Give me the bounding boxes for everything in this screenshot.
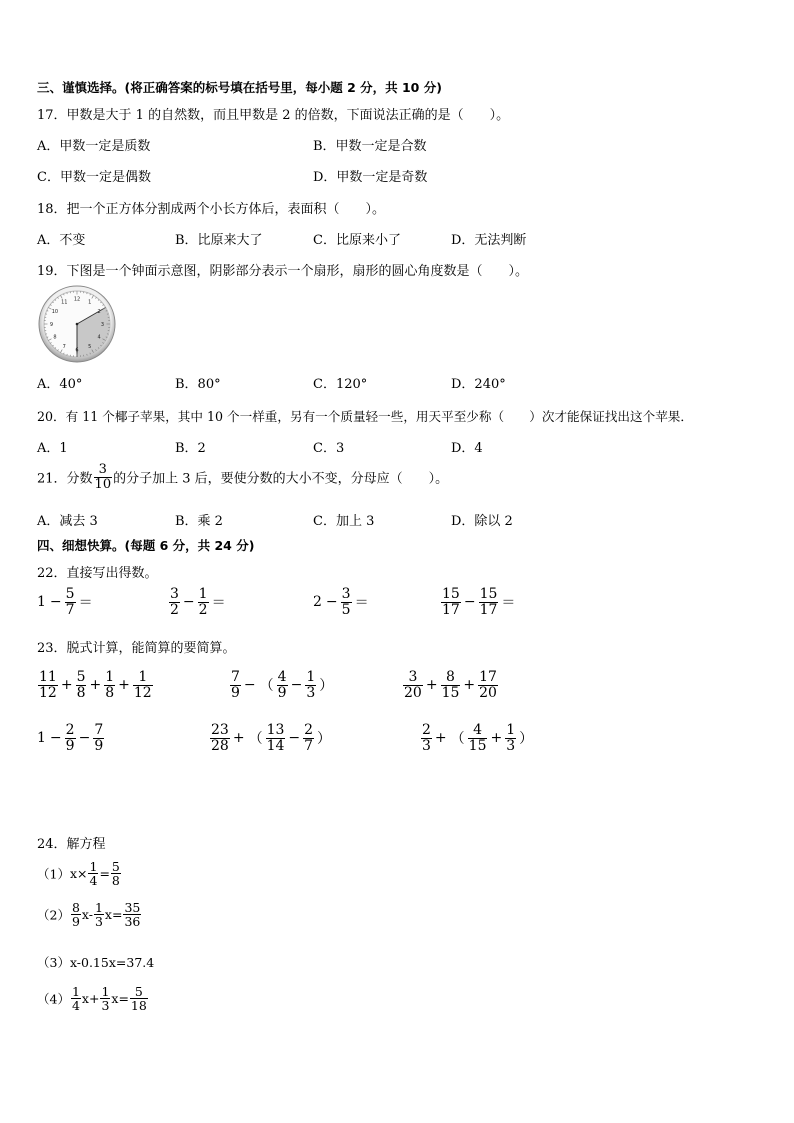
q21-prefix: 21．分数 <box>37 471 93 487</box>
clock-number: 9 <box>49 321 54 328</box>
numerator: 15 <box>442 586 460 602</box>
q22-expr-1 <box>35 587 95 617</box>
clock-number: 5 <box>88 343 92 350</box>
denominator: 2 <box>198 601 208 618</box>
q23-expr-3 <box>402 670 499 700</box>
denominator: 18 <box>130 998 147 1014</box>
fraction <box>94 901 104 928</box>
minus: − <box>78 730 91 747</box>
denominator: 7 <box>65 601 75 618</box>
numerator: 23 <box>211 722 229 738</box>
q22-e2-equals: ＝ <box>211 595 226 612</box>
fraction <box>100 985 110 1012</box>
label: （2） <box>37 907 70 923</box>
left-paren: （ <box>259 678 274 695</box>
q19-option-a: A．40° <box>37 377 83 392</box>
numerator: 5 <box>76 669 86 685</box>
numerator: 13 <box>266 722 285 738</box>
variable: x= <box>104 907 123 923</box>
denominator: 9 <box>231 684 240 701</box>
q22-expr-3 <box>311 587 371 617</box>
q24-equation-2 <box>37 901 142 928</box>
numerator: 17 <box>479 669 497 685</box>
q23-expr-6 <box>420 723 535 753</box>
denominator: 9 <box>71 914 80 930</box>
q17-option-d: D．甲数一定是奇数 <box>313 170 428 185</box>
q22-e1-fraction <box>65 587 76 617</box>
q19-stem: 19．下图是一个钟面示意图，阴影部分表示一个扇形，扇形的圆心角度数是（ ）。 <box>37 264 529 279</box>
left-paren: （ <box>248 731 263 748</box>
q22-stem: 22．直接写出得数。 <box>37 566 158 581</box>
numerator: 15 <box>479 586 498 602</box>
q20-option-d: D．4 <box>451 441 483 456</box>
q22-e3-equals: ＝ <box>354 595 369 612</box>
denominator: 17 <box>479 601 498 618</box>
minus: − <box>49 730 62 747</box>
denominator: 14 <box>266 737 285 754</box>
q17-option-b: B．甲数一定是合数 <box>313 139 427 154</box>
q21-option-b: B．乘 2 <box>175 514 223 529</box>
plus: + <box>60 677 73 694</box>
denominator: 12 <box>133 684 152 701</box>
fraction <box>71 901 81 928</box>
q18-option-b: B．比原来大了 <box>175 233 263 248</box>
denominator: 7 <box>304 737 314 754</box>
numerator: 11 <box>39 669 57 685</box>
fraction <box>88 860 98 887</box>
variable: x+ <box>81 991 100 1007</box>
q20-option-a: A．1 <box>37 441 68 456</box>
right-paren: ） <box>317 731 332 748</box>
fraction <box>123 901 141 928</box>
numerator: 1 <box>71 984 80 999</box>
numerator: 1 <box>198 586 208 602</box>
denominator: 4 <box>71 998 80 1014</box>
fraction <box>210 723 230 753</box>
q22-expr-4 <box>440 587 517 617</box>
q17-option-c: C．甲数一定是偶数 <box>37 170 151 185</box>
label: （4） <box>37 991 70 1007</box>
q22-e4-minus: − <box>463 594 476 611</box>
q24-equation-4 <box>37 985 149 1012</box>
fraction <box>93 723 104 753</box>
q22-expr-2 <box>168 587 228 617</box>
q20-option-b: B．2 <box>175 441 206 456</box>
q22-e3-fraction <box>341 587 352 617</box>
variable: x- <box>81 907 93 923</box>
denominator: 8 <box>111 873 120 889</box>
numerator: 5 <box>111 859 120 874</box>
minus: − <box>288 730 301 747</box>
numerator: 2 <box>304 722 314 738</box>
fraction <box>305 670 316 700</box>
fraction <box>104 670 115 700</box>
denominator: 20 <box>404 684 422 701</box>
q23-expr-1 <box>37 670 154 700</box>
denominator: 20 <box>479 684 497 701</box>
fraction <box>441 670 461 700</box>
numerator: 1 <box>101 984 110 999</box>
denominator: 4 <box>89 873 98 889</box>
plus: + <box>490 730 503 747</box>
fraction <box>505 723 516 753</box>
numerator: 1 <box>133 670 153 686</box>
right-paren: ） <box>319 678 334 695</box>
equals: = <box>99 866 110 882</box>
q18-option-d: D．无法判断 <box>451 233 527 248</box>
numerator: 1 <box>94 900 103 915</box>
numerator: 4 <box>277 669 287 685</box>
q23-expr-2 <box>229 670 335 700</box>
fraction <box>38 670 58 700</box>
clock-number: 2 <box>97 309 101 316</box>
fraction <box>266 723 286 753</box>
numerator: 1 <box>506 722 516 738</box>
denominator: 9 <box>94 737 104 754</box>
q21-stem <box>37 463 448 491</box>
numerator: 4 <box>468 723 488 739</box>
denominator: 15 <box>468 737 487 754</box>
numerator: 5 <box>130 985 148 999</box>
plus: + <box>434 730 447 747</box>
q18-option-a: A．不变 <box>37 233 86 248</box>
q23-stem: 23．脱式计算，能简算的要简算。 <box>37 641 236 656</box>
fraction <box>111 860 121 887</box>
fraction <box>76 670 87 700</box>
q24-equation-3 <box>37 953 154 971</box>
denominator: 5 <box>341 601 351 618</box>
q21-denominator: 10 <box>94 476 112 492</box>
minus: − <box>290 677 303 694</box>
q22-e2-fraction-2 <box>198 587 209 617</box>
denominator: 2 <box>170 601 179 618</box>
label: （3） <box>37 955 70 970</box>
fraction <box>303 723 314 753</box>
clock-face-figure <box>38 285 116 363</box>
denominator: 17 <box>442 601 460 618</box>
q20-stem: 20．有 11 个椰子苹果，其中 10 个一样重，另有一个质量轻一些，用天平至少称（ ）次才能保证找出这个苹果． <box>37 409 693 424</box>
numerator: 5 <box>65 586 75 602</box>
denominator: 9 <box>65 737 75 754</box>
fraction <box>468 723 488 753</box>
whole: 1 <box>37 730 46 747</box>
fraction <box>65 723 76 753</box>
q24-stem: 24．解方程 <box>37 837 106 852</box>
section-3-title: 三、谨慎选择。(将正确答案的标号填在括号里，每小题 2 分，共 10 分) <box>37 80 442 95</box>
clock-number: 7 <box>62 343 66 350</box>
denominator: 3 <box>306 684 316 701</box>
q19-option-c: C．120° <box>313 377 368 392</box>
numerator: 1 <box>306 669 316 685</box>
clock-number: 10 <box>51 309 59 316</box>
fraction <box>403 670 423 700</box>
denominator: 3 <box>101 998 110 1014</box>
left-paren: （ <box>450 731 465 748</box>
plus: + <box>425 677 438 694</box>
q24-equation-1 <box>37 860 122 887</box>
variable: x× <box>69 866 88 882</box>
plus: + <box>89 677 102 694</box>
q23-expr-5 <box>209 723 333 753</box>
denominator: 28 <box>211 737 229 754</box>
plus: + <box>463 677 476 694</box>
numerator: 3 <box>403 670 423 686</box>
q18-stem: 18．把一个正方体分割成两个小长方体后，表面积（ ）。 <box>37 202 386 217</box>
denominator: 8 <box>76 684 86 701</box>
clock-number: 11 <box>61 299 68 306</box>
plus: + <box>232 730 245 747</box>
q22-e1-equals: ＝ <box>78 595 93 612</box>
fraction <box>277 670 288 700</box>
fraction <box>478 670 498 700</box>
right-paren: ） <box>519 731 534 748</box>
denominator: 3 <box>94 914 103 930</box>
numerator: 8 <box>441 670 461 686</box>
q22-e4-fraction-2 <box>479 587 499 617</box>
q22-e2-fraction-1 <box>169 587 180 617</box>
numerator: 7 <box>231 669 240 685</box>
q17-stem: 17．甲数是大于 1 的自然数，而且甲数是 2 的倍数，下面说法正确的是（ ）。 <box>37 108 510 123</box>
denominator: 8 <box>105 684 115 701</box>
numerator: 1 <box>89 859 98 874</box>
q21-option-a: A．减去 3 <box>37 514 98 529</box>
q17-option-a: A．甲数一定是质数 <box>37 139 151 154</box>
minus: − <box>243 677 256 694</box>
q21-option-c: C．加上 3 <box>313 514 375 529</box>
denominator: 3 <box>506 737 516 754</box>
q21-fraction <box>94 463 113 491</box>
numerator: 8 <box>71 900 80 915</box>
q21-option-d: D．除以 2 <box>451 514 513 529</box>
numerator: 2 <box>422 722 431 738</box>
denominator: 9 <box>277 684 287 701</box>
section-4-title: 四、细想快算。(每题 6 分，共 24 分) <box>37 538 255 553</box>
q18-option-c: C．比原来小了 <box>313 233 401 248</box>
q19-option-d: D．240° <box>451 377 506 392</box>
variable: x= <box>111 991 129 1007</box>
q21-numerator: 3 <box>94 463 113 478</box>
numerator: 2 <box>65 722 75 738</box>
q22-e3-minus: − <box>325 594 338 611</box>
q21-suffix: 的分子加上 3 后，要使分数的大小不变，分母应（ ）。 <box>113 471 449 487</box>
denominator: 15 <box>441 684 460 701</box>
q23-expr-4 <box>35 723 105 753</box>
q19-option-b: B．80° <box>175 377 221 392</box>
fraction <box>71 985 81 1012</box>
denominator: 12 <box>39 684 57 701</box>
numerator: 7 <box>94 722 104 738</box>
label: （1） <box>37 866 70 882</box>
clock-number: 1 <box>88 299 92 306</box>
clock-number: 3 <box>100 321 105 328</box>
fraction <box>421 723 432 753</box>
q22-e1-minus: − <box>49 594 62 611</box>
equation-text: x-0.15x=37.4 <box>69 955 155 970</box>
q22-e4-equals: ＝ <box>501 595 516 612</box>
q22-e4-fraction-1 <box>441 587 461 617</box>
clock-number: 12 <box>73 296 81 303</box>
clock-number: 6 <box>75 347 79 354</box>
q20-option-c: C．3 <box>313 441 345 456</box>
clock-number: 8 <box>53 334 57 341</box>
q22-e3-whole: 2 <box>313 594 322 611</box>
q22-e1-whole: 1 <box>37 594 46 611</box>
fraction <box>130 985 148 1012</box>
numerator: 1 <box>105 669 115 685</box>
numerator: 3 <box>341 586 351 602</box>
numerator: 3 <box>170 586 179 602</box>
denominator: 36 <box>124 914 141 930</box>
numerator: 35 <box>124 900 141 915</box>
fraction <box>230 670 241 700</box>
plus: + <box>118 677 130 694</box>
q22-e2-minus: − <box>182 594 195 611</box>
denominator: 3 <box>422 737 431 754</box>
fraction <box>133 670 153 700</box>
clock-number: 4 <box>97 334 101 341</box>
